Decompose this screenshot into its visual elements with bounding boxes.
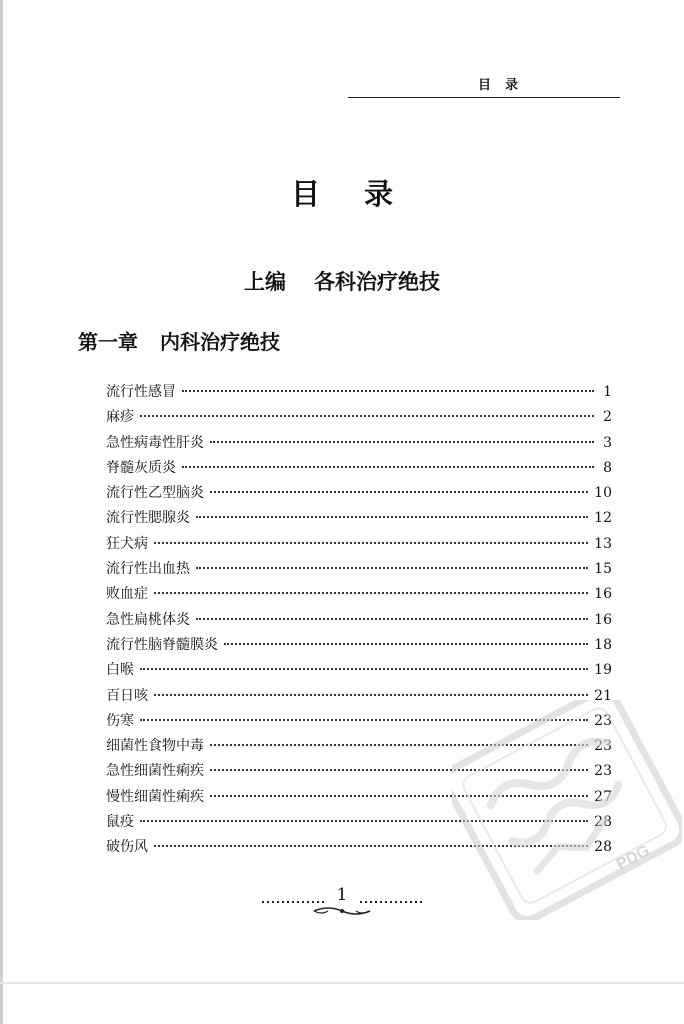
dot-leader (224, 643, 588, 645)
dot-leader (196, 516, 588, 518)
toc-entry-page: 12 (594, 510, 612, 527)
toc-entry-page: 1 (603, 384, 612, 400)
toc-entry-title: 急性扁桃体炎 (106, 611, 190, 628)
toc-entry-title: 流行性出血热 (106, 561, 190, 578)
dot-leader (196, 567, 588, 569)
toc-entry[interactable] (106, 609, 612, 634)
toc-entry-page: 2 (603, 409, 612, 426)
scan-edge (0, 0, 3, 1024)
part-name: 各科治疗绝技 (314, 269, 440, 294)
page-number: 1 (336, 885, 348, 905)
toc-entry-title: 流行性脑脊髓膜炎 (106, 636, 218, 653)
toc-entry-title: 急性病毒性肝炎 (106, 434, 204, 451)
folio-ornament-icon (262, 885, 422, 919)
part-label: 上编 (244, 269, 286, 294)
toc-entry-title: 脊髓灰质炎 (106, 459, 176, 476)
toc-entry-title: 细菌性食物中毒 (106, 738, 204, 755)
dot-leader (140, 668, 588, 670)
toc-entry[interactable] (106, 533, 612, 558)
toc-entry-page: 27 (594, 788, 612, 805)
toc-entry-title: 麻疹 (106, 409, 134, 426)
dot-leader (210, 441, 594, 443)
dot-leader (196, 618, 588, 620)
toc-entry[interactable] (106, 659, 612, 684)
toc-entry-page: 23 (594, 738, 612, 755)
chapter-name: 内科治疗绝技 (160, 330, 280, 354)
dot-leader (154, 542, 588, 544)
toc-entry-title: 伤寒 (106, 712, 134, 729)
toc-entry-page: 16 (594, 586, 612, 603)
scan-bottom-edge (0, 982, 684, 984)
library-seal-icon (452, 700, 682, 920)
toc-entry[interactable] (106, 457, 612, 482)
stamp-text: PDG (613, 842, 653, 874)
toc-entry[interactable] (106, 381, 612, 406)
toc-entry-page: 28 (594, 814, 612, 831)
toc-entry-page: 28 (594, 839, 612, 856)
toc-entry-page: 21 (594, 687, 612, 704)
dot-leader (210, 491, 588, 493)
toc-entry-page: 18 (594, 636, 612, 653)
page-title: 目录 (290, 177, 437, 211)
dot-leader (182, 390, 594, 392)
toc-entry-title: 流行性感冒 (106, 384, 176, 400)
toc-entry[interactable] (106, 507, 612, 532)
running-head-text: 目录 (477, 78, 532, 93)
chapter-label: 第一章 (78, 330, 138, 354)
toc-entry-title: 流行性腮腺炎 (106, 510, 190, 527)
toc-entry-title: 败血症 (106, 586, 148, 603)
toc-entry-title: 流行性乙型脑炎 (106, 485, 204, 502)
running-head (348, 72, 620, 98)
chapter-title (78, 326, 280, 355)
toc-entry[interactable] (106, 558, 612, 583)
running-head-rule (348, 97, 620, 98)
toc-entry-page: 13 (594, 535, 612, 552)
toc-entry[interactable] (106, 482, 612, 507)
toc-entry-title: 狂犬病 (106, 535, 148, 552)
toc-entry-page: 3 (603, 434, 612, 451)
dot-leader (154, 694, 588, 696)
toc-entry[interactable] (106, 583, 612, 608)
toc-entry-title: 鼠疫 (106, 814, 134, 831)
toc-entry-page: 19 (594, 662, 612, 679)
toc-entry-title: 白喉 (106, 662, 134, 679)
page-folio (262, 885, 422, 919)
toc-entry-title: 慢性细菌性痢疾 (106, 788, 204, 805)
toc-entry[interactable] (106, 634, 612, 659)
toc-entry-title: 急性细菌性痢疾 (106, 763, 204, 780)
toc-entry-page: 10 (594, 485, 612, 502)
part-title (0, 266, 684, 296)
toc-entry-page: 16 (594, 611, 612, 628)
dot-leader (140, 415, 594, 417)
toc-entry-title: 百日咳 (106, 687, 148, 704)
toc-entry[interactable] (106, 432, 612, 457)
toc-entry-title: 破伤风 (106, 839, 148, 856)
toc-entry-page: 8 (603, 459, 612, 476)
toc-entry[interactable] (106, 406, 612, 431)
toc-entry-page: 23 (594, 763, 612, 780)
dot-leader (154, 592, 588, 594)
toc-entry-page: 23 (594, 712, 612, 729)
dot-leader (182, 466, 594, 468)
toc-entry-page: 15 (594, 561, 612, 578)
